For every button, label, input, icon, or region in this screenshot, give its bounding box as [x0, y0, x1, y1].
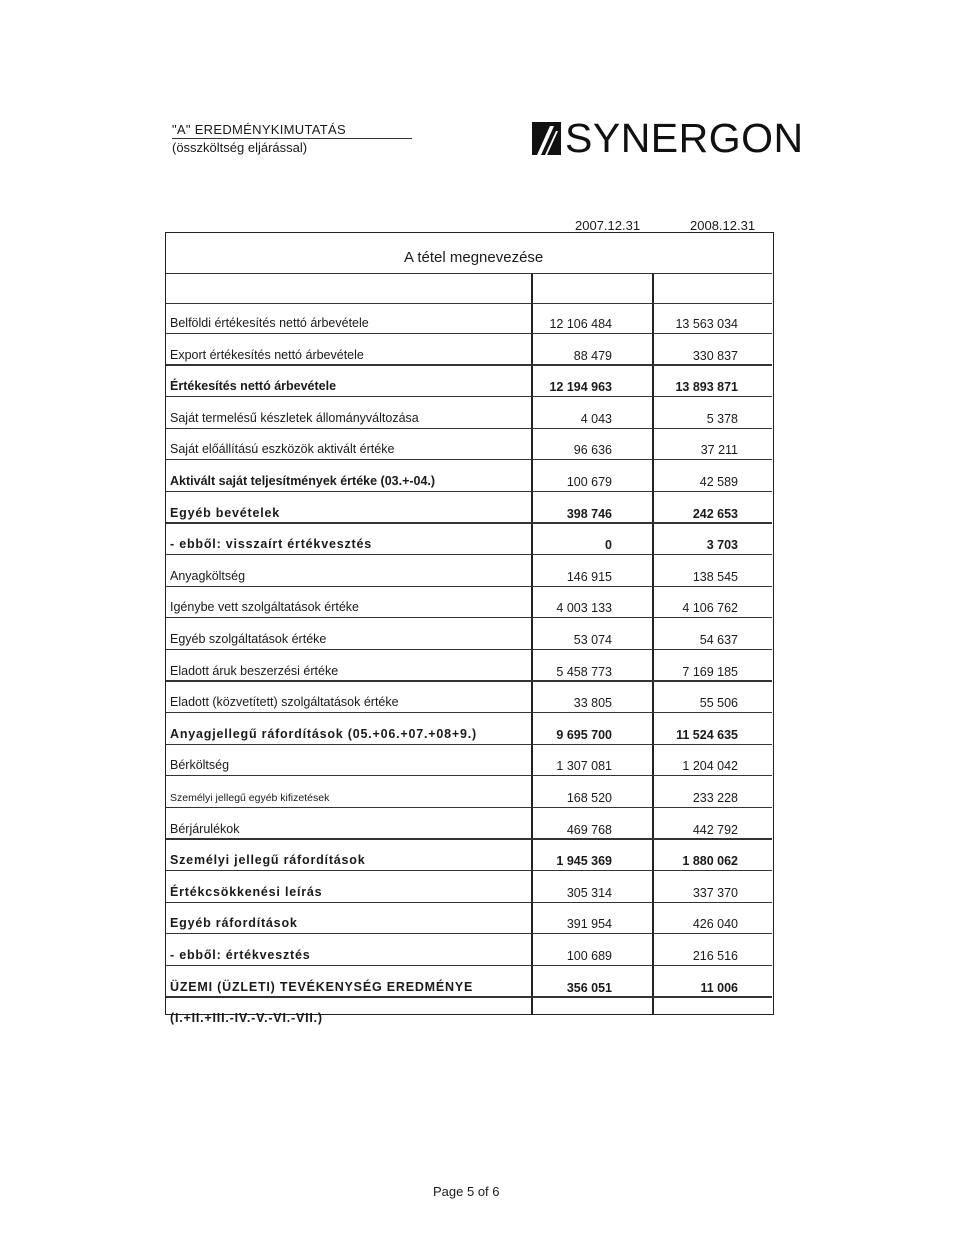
value-2007: 88 479: [573, 348, 612, 363]
value-2008: 1 880 062: [682, 854, 738, 869]
header-divider: [166, 273, 772, 274]
table-row: [166, 556, 772, 587]
value-2007: 356 051: [566, 980, 612, 995]
synergon-logo: [532, 115, 804, 161]
row-label: Anyagköltség: [170, 568, 246, 583]
value-2007: 398 746: [566, 506, 612, 521]
table-row: [166, 461, 772, 492]
report-title: "A" EREDMÉNYKIMUTATÁS: [172, 122, 346, 137]
title-underline: [172, 138, 412, 139]
column-header-2007: 2007.12.31: [575, 218, 641, 233]
value-2008: 13 893 871: [675, 380, 738, 395]
table-row: [166, 967, 772, 998]
table-row: [166, 840, 772, 871]
row-label: Eladott (közvetített) szolgáltatások értéke: [170, 695, 399, 710]
value-2008: 138 545: [692, 569, 738, 584]
table-row: [166, 872, 772, 903]
report-header: [172, 122, 412, 156]
value-2008: 13 563 034: [675, 317, 738, 331]
row-label: - ebből: értékvesztés: [170, 948, 311, 962]
table-row: [166, 714, 772, 745]
value-2008: 37 211: [700, 443, 738, 458]
table-row: [166, 998, 772, 1029]
table-row: [166, 745, 772, 776]
value-2008: 5 378: [706, 411, 738, 426]
row-label: Belföldi értékesítés nettó árbevétele: [170, 316, 369, 330]
value-2007: 5 458 773: [556, 664, 612, 679]
row-label: Értékesítés nettó árbevétele: [170, 379, 337, 394]
table-row: [166, 366, 772, 397]
row-label: Saját előállítású eszközök aktivált értéke: [170, 442, 395, 457]
row-label: Igénybe vett szolgáltatások értéke: [170, 600, 360, 615]
value-2008: 233 228: [692, 791, 738, 805]
row-label: Egyéb ráfordítások: [170, 916, 298, 931]
value-2007: 1 945 369: [556, 854, 612, 869]
value-2007: 100 689: [566, 949, 612, 963]
table-row: [166, 903, 772, 934]
value-2008: 11 006: [700, 980, 738, 995]
value-2008: 242 653: [692, 506, 738, 521]
table-row: [166, 524, 772, 555]
row-label: Anyagjellegű ráfordítások (05.+06.+07.+08+9.): [170, 726, 477, 741]
row-label: Értékcsökkenési leírás: [170, 884, 323, 899]
value-2007: 146 915: [566, 569, 612, 584]
value-2008: 4 106 762: [682, 601, 738, 616]
row-label: Aktivált saját teljesítmények értéke (03.+-04.): [170, 474, 436, 488]
value-2007: 4 043: [580, 411, 612, 426]
row-label: ÜZEMI (ÜZLETI) TEVÉKENYSÉG EREDMÉNYE: [170, 979, 474, 994]
report-subtitle: (összköltség eljárással): [172, 140, 308, 155]
value-2008: 11 524 635: [676, 727, 738, 742]
row-label: Bérköltség: [170, 758, 230, 773]
table-row: [166, 809, 772, 840]
row-label: Eladott áruk beszerzési értéke: [170, 663, 339, 678]
row-label: Személyi jellegű egyéb kifizetések: [170, 792, 330, 804]
value-2008: 330 837: [692, 348, 738, 363]
row-label: Személyi jellegű ráfordítások: [170, 853, 366, 868]
value-2007: 0: [605, 538, 612, 553]
page-number: Page 5 of 6: [433, 1184, 500, 1199]
table-row: [166, 651, 772, 682]
table-row: [166, 398, 772, 429]
row-label: (I.+II.+III.-IV.-V.-VI.-VII.): [170, 1011, 323, 1026]
item-name-column-header: A tétel megnevezése: [404, 249, 544, 266]
value-2007: 305 314: [566, 885, 612, 900]
row-label: Export értékesítés nettó árbevétele: [170, 347, 364, 362]
value-2007: 100 679: [566, 475, 612, 489]
value-2007: 4 003 133: [556, 601, 612, 616]
income-statement-table: [165, 232, 774, 1026]
value-2007: 469 768: [566, 822, 612, 837]
value-2007: 96 636: [573, 443, 612, 458]
value-2008: 7 169 185: [682, 664, 738, 679]
value-2007: 168 520: [566, 791, 612, 805]
value-2008: 55 506: [699, 696, 738, 711]
table-row: [166, 587, 772, 618]
row-label: Egyéb bevételek: [170, 505, 280, 520]
table-row: [166, 682, 772, 713]
value-2007: 53 074: [573, 633, 612, 647]
row-label: Egyéb szolgáltatások értéke: [170, 632, 327, 646]
row-label: Saját termelésű készletek állományváltozása: [170, 410, 419, 425]
value-2007: 33 805: [573, 696, 612, 711]
value-2007: 391 954: [566, 917, 612, 932]
table-row: [166, 935, 772, 966]
header-divider: [166, 303, 772, 304]
table-row: [166, 429, 772, 460]
column-header-2008: 2008.12.31: [690, 218, 756, 233]
value-2008: 337 370: [692, 885, 738, 900]
value-2008: 442 792: [692, 822, 738, 837]
table-row: [166, 493, 772, 524]
table-row: [166, 777, 772, 808]
table-row: [166, 335, 772, 366]
row-label: - ebből: visszaírt értékvesztés: [170, 537, 372, 552]
value-2007: 1 307 081: [556, 759, 612, 774]
row-label: Bérjárulékok: [170, 821, 240, 836]
value-2008: 426 040: [692, 917, 738, 932]
table-row: [166, 303, 772, 334]
value-2008: 1 204 042: [682, 759, 738, 774]
value-2007: 12 194 963: [549, 380, 612, 395]
logo-text: SYNERGON: [565, 115, 804, 161]
table-row: [166, 619, 772, 650]
value-2007: 9 695 700: [556, 727, 612, 742]
value-2008: 216 516: [692, 949, 738, 963]
value-2008: 42 589: [699, 475, 738, 489]
value-2008: 3 703: [706, 538, 738, 553]
synergon-logo-icon: [532, 122, 561, 155]
value-2008: 54 637: [699, 633, 738, 647]
value-2007: 12 106 484: [549, 317, 612, 331]
